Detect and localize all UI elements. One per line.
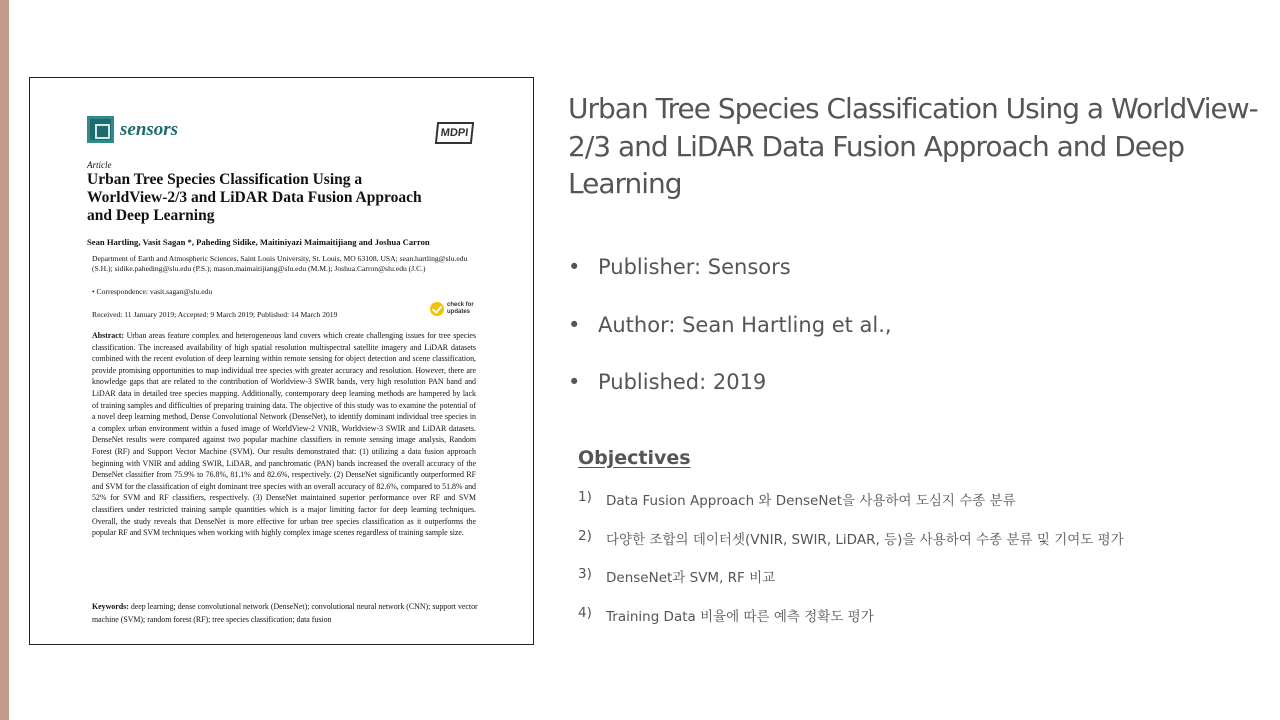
article-type: Article (87, 160, 112, 170)
objective-item (578, 489, 1124, 528)
abstract-label: Abstract: (92, 331, 124, 340)
sensor-chip-icon (87, 116, 114, 143)
paper-dates: Received: 11 January 2019; Accepted: 9 March 2019; Published: 14 March 2019 (92, 310, 338, 319)
objective-text: 다양한 조합의 데이터셋(VNIR, SWIR, LiDAR, 등)을 사용하여 수종 분류 및 기여도 평가 (606, 531, 1124, 548)
paper-thumbnail (29, 77, 534, 645)
bullet-icon: • (568, 312, 581, 337)
bullet-icon: • (568, 370, 581, 394)
abstract-text: Urban areas feature complex and heterogeneous land covers which create challenging issues for tree species classification. The increased availability of high spatial resolution multispectral satellite imagery and LiDAR datasets combined with the recent evolution of deep learning within remote sensing for object detection and scene classification, provide promising opportunities to map individual tree species with greater accuracy and resolution. However, there are knowledge gaps that are related to the contribution of Worldview-3 SWIR bands, very high resolution PAN band and LiDAR data in detailed tree species mapping. Additionally, contemporary deep learning methods are hampered by lack of training samples and difficulties of preparing training data. The objective of this study was to examine the potential of a novel deep learning method, Dense Convolutional Network (DenseNet), to identify dominant individual tree species in a complex urban environment within a fused image of WorldView-2 VNIR, Worldview-3 SWIR and LiDAR datasets. DenseNet results were compared against two popular machine classifiers in remote sensing image analysis, Random Forest (RF) and Support Vector Machine (SVM). Our results demonstrated that: (1) utilizing a data fusion approach beginning with VNIR and adding SWIR, LiDAR, and panchromatic (PAN) bands increased the overall accuracy of the DenseNet classifier from 75.9% to 76.8%, 81.1% and 82.6%, respectively. (2) DenseNet significantly outperformed RF and SVM for the classification of eight dominant tree species with an overall accuracy of 82.6%, compared to 51.8% and 52% for SVM and RF classifiers, respectively. (3) DenseNet maintained superior performance over RF and SVM classifiers under restricted training sample quantities which is a major limiting factor for deep learning techniques. Overall, the study reveals that DenseNet is more effective for urban tree species classification as it outperforms the popular RF and SVM techniques when working with highly complex image scenes regardless of training sample size. (92, 331, 476, 538)
objective-text: Training Data 비율에 따른 예측 정확도 평가 (606, 608, 874, 625)
left-accent-bar (0, 0, 9, 720)
publisher-logo: MDPI (435, 122, 474, 144)
info-item-publisher (568, 255, 892, 313)
paper-affiliation: Department of Earth and Atmospheric Sciences, Saint Louis University, St. Louis, MO 63108, USA; sean.hartling@slu.edu (S.H.); sidike.paheding@slu.edu (P.S.); mason.maimaitijiang@slu.edu (M.M.); Joshua.Carron@slu.edu (J.C.) (92, 254, 468, 274)
info-item-text: Publisher: Sensors (598, 255, 791, 279)
slide-title: Urban Tree Species Classification Using a WorldView-2/3 and LiDAR Data Fusion Approach and Deep Learning (568, 92, 1258, 200)
keywords-label: Keywords: (92, 602, 129, 611)
paper-correspondence: • Correspondence: vasit.sagan@slu.edu (92, 287, 213, 296)
paper-title: Urban Tree Species Classification Using a WorldView-2/3 and LiDAR Data Fusion Approach and Deep Learning (87, 171, 422, 224)
paper-keywords (92, 601, 480, 626)
check-updates-badge (430, 302, 477, 316)
keywords-text: deep learning; dense convolutional network (DenseNet); convolutional neural network (CNN); support vector machine (SVM); random forest (RF); tree species classification; data fusion (92, 602, 478, 624)
info-item-published (568, 370, 892, 428)
info-list (568, 255, 892, 428)
info-item-text: Author: Sean Hartling et al., (598, 312, 892, 337)
paper-authors: Sean Hartling, Vasit Sagan *, Paheding Sidike, Maitiniyazi Maimaitijiang and Joshua Carron (87, 237, 430, 247)
objective-item (578, 528, 1124, 567)
objective-text: DenseNet과 SVM, RF 비교 (606, 570, 776, 586)
check-updates-label: check for updates (447, 302, 474, 315)
journal-name: sensors (120, 118, 179, 140)
objective-number: 3) (578, 566, 592, 582)
info-item-author (568, 313, 892, 371)
objective-text: Data Fusion Approach 와 DenseNet을 사용하여 도심지 수종 분류 (606, 493, 1016, 509)
objective-number: 2) (578, 527, 592, 544)
paper-abstract (92, 330, 476, 539)
journal-logo (87, 116, 178, 143)
bullet-icon: • (568, 255, 581, 279)
objective-item (578, 566, 1124, 605)
objective-number: 4) (578, 604, 592, 621)
objectives-list (578, 489, 1124, 643)
objective-item (578, 605, 1124, 644)
objectives-heading: Objectives (578, 447, 691, 469)
objective-number: 1) (578, 489, 592, 505)
info-item-text: Published: 2019 (598, 370, 767, 394)
checkmark-icon (430, 302, 444, 316)
